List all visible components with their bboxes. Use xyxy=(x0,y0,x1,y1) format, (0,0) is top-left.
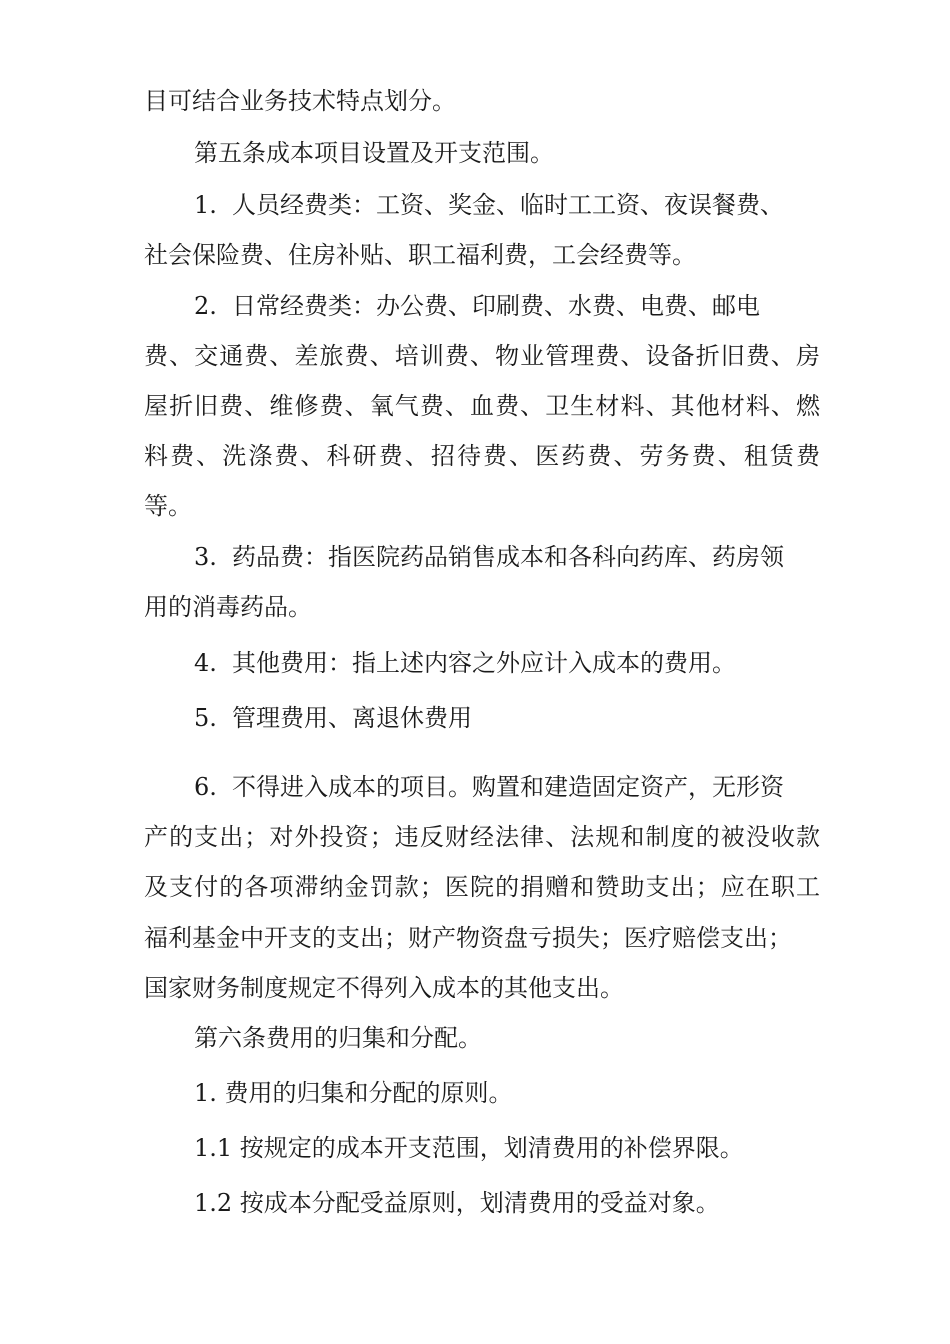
list-item-3 xyxy=(194,542,784,572)
section-1-heading: 1. 费用的归集和分配的原则。 xyxy=(194,1079,513,1107)
text-line: 福利基金中开支的支出；财产物资盘亏损失；医疗赔偿支出； xyxy=(144,924,792,952)
text-line: 其他费用：指上述内容之外应计入成本的费用。 xyxy=(232,649,736,677)
text-line: 费、交通费、差旅费、培训费、物业管理费、设备折旧费、房 xyxy=(144,342,820,370)
list-number: 3. xyxy=(194,543,217,571)
list-number: 6. xyxy=(194,773,217,801)
article-6-heading: 第六条费用的归集和分配。 xyxy=(194,1024,482,1052)
text-line: 管理费用、离退休费用 xyxy=(232,704,472,732)
list-item-6 xyxy=(194,772,784,802)
list-number: 4. xyxy=(194,649,217,677)
text-line: 日常经费类：办公费、印刷费、水费、电费、邮电 xyxy=(232,292,760,320)
list-number: 1. xyxy=(194,191,217,219)
text-line: 国家财务制度规定不得列入成本的其他支出。 xyxy=(144,974,624,1002)
text-line: 料费、洗涤费、科研费、招待费、医药费、劳务费、租赁费 xyxy=(144,442,820,470)
list-item-1 xyxy=(194,190,784,220)
list-item-2 xyxy=(194,291,760,321)
text-line: 等。 xyxy=(144,492,192,520)
list-number: 5. xyxy=(194,704,217,732)
section-1-1: 1.1 按规定的成本开支范围，划清费用的补偿界限。 xyxy=(194,1134,744,1162)
list-number: 2. xyxy=(194,292,217,320)
text-line: 不得进入成本的项目。购置和建造固定资产，无形资 xyxy=(232,773,784,801)
list-item-5 xyxy=(194,703,472,733)
text-line: 人员经费类：工资、奖金、临时工工资、夜误餐费、 xyxy=(232,191,784,219)
text-line: 药品费：指医院药品销售成本和各科向药库、药房领 xyxy=(232,543,784,571)
text-line: 屋折旧费、维修费、氧气费、血费、卫生材料、其他材料、燃 xyxy=(144,392,820,420)
text-line: 社会保险费、住房补贴、职工福利费，工会经费等。 xyxy=(144,241,696,269)
text-line: 用的消毒药品。 xyxy=(144,593,312,621)
list-item-4 xyxy=(194,648,736,678)
article-5-heading: 第五条成本项目设置及开支范围。 xyxy=(194,139,554,167)
text-line: 及支付的各项滞纳金罚款；医院的捐赠和赞助支出；应在职工 xyxy=(144,873,820,901)
section-1-2: 1.2 按成本分配受益原则，划清费用的受益对象。 xyxy=(194,1189,720,1217)
text-line: 产的支出；对外投资；违反财经法律、法规和制度的被没收款 xyxy=(144,823,820,851)
text-line: 目可结合业务技术特点划分。 xyxy=(144,87,456,115)
